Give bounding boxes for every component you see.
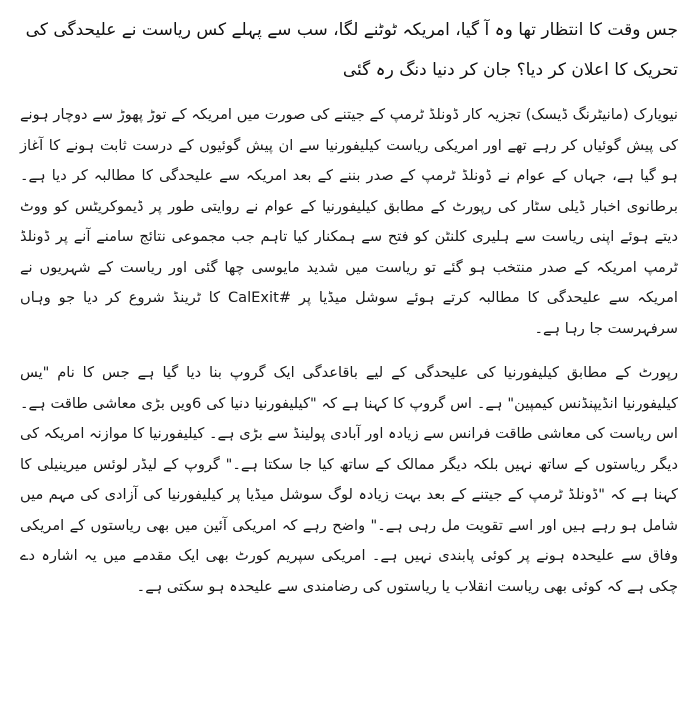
article-paragraph-1: نیویارک (مانیٹرنگ ڈیسک) تجزیہ کار ڈونلڈ ٹرمپ کے جیتنے کی صورت میں امریکہ کے توڑ پھوڑ سے دوچار ہونے کی پیش گوئیاں کر رہے تھے اور امریکی ریاست کیلیفورنیا سے ان پیش گوئیوں کے درست ثابت ہونے کا آغاز ہو گیا ہے، جہاں کے عوام نے ڈونلڈ ٹرمپ کے صدر بننے کے بعد امریکہ سے علیحدگی کا مطالبہ کر دیا ہے۔ برطانوی اخبار ڈیلی سٹار کی رپورٹ کے مطابق کیلیفورنیا کے عوام نے روایتی طور پر ڈیموکریٹس کو ووٹ دیتے ہوئے اپنی ریاست سے ہلیری کلنٹن کو فتح سے ہمکنار کیا تاہم جب مجموعی نتائج سامنے آنے پر ڈونلڈ ٹرمپ امریکہ کے صدر منتخب ہو گئے تو ریاست میں شدید مایوسی چھا گئی اور ریاست کے شہریوں نے امریکہ سے علیحدگی کا مطالبہ کرتے ہوئے سوشل میڈیا پر #CalExit کا ٹرینڈ شروع کر دیا جو وہاں سرفہرست جا رہا ہے۔	[20, 106, 678, 337]
article-headline: جس وقت کا انتظار تھا وہ آ گیا، امریکہ ٹوٹنے لگا، سب سے پہلے کس ریاست نے علیحدگی کی تحریک کا اعلان کر دیا؟ جان کر دنیا دنگ رہ گئی	[25, 20, 678, 80]
article-paragraph-2: رپورٹ کے مطابق کیلیفورنیا کی علیحدگی کے لیے باقاعدگی ایک گروپ بنا دیا گیا ہے جس کا نام "یس کیلیفورنیا انڈیپنڈنس کیمپین" ہے۔ اس گروپ کا کہنا ہے کہ "کیلیفورنیا دنیا کی 6ویں بڑی معاشی طاقت ہے۔ اس ریاست کی معاشی طاقت فرانس سے زیادہ اور آبادی پولینڈ سے بڑی ہے۔ کیلیفورنیا کا موازنہ امریکہ کی دیگر ریاستوں کے ساتھ نہیں بلکہ دیگر ممالک کے ساتھ کیا جا سکتا ہے۔" گروپ کے لیڈر لوئس میرینیلی کا کہنا ہے کہ "ڈونلڈ ٹرمپ کے جیتنے کے بعد بہت زیادہ لوگ سوشل میڈیا پر کیلیفورنیا کی آزادی کی مہم میں شامل ہو رہے ہیں اور اسے تقویت مل رہی ہے۔" واضح رہے کہ امریکی آئین میں بھی ریاستوں کے امریکی وفاق سے علیحدہ ہونے پر کوئی پابندی نہیں ہے۔ امریکی سپریم کورٹ بھی ایک مقدمے میں یہ اشارہ دے چکی ہے کہ کوئی بھی ریاست انقلاب یا ریاستوں کی رضامندی سے علیحدہ ہو سکتی ہے۔	[20, 364, 678, 595]
